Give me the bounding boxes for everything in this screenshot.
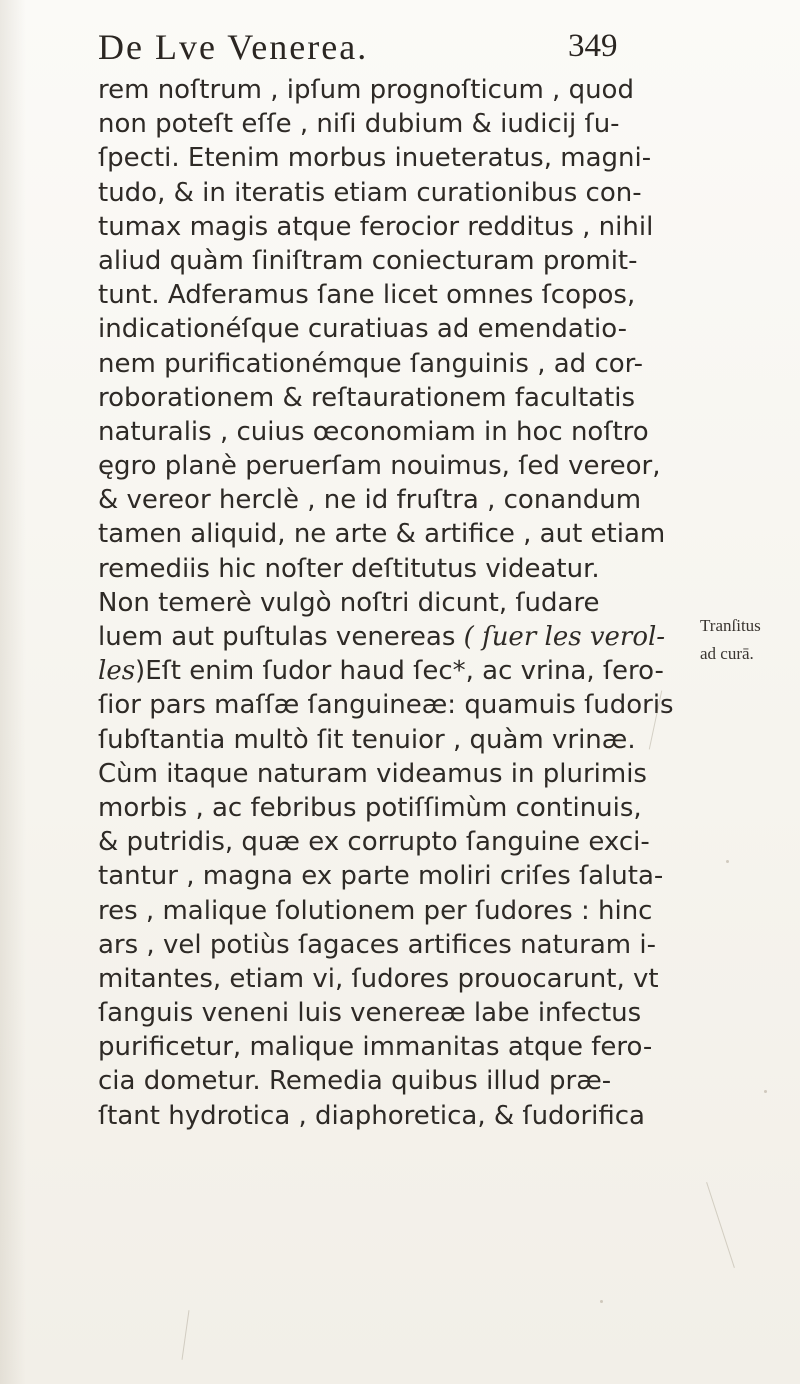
paper-speck [764,1090,767,1093]
text-line: mitantes, etiam vi, ſudores prouocarunt, vt [98,963,659,994]
text-line: tudo, & in iteratis etiam curationibus con- [98,177,642,208]
text-line: ęgro planè peruerſam nouimus, ſed vereor, [98,451,661,482]
text-line: purificetur, malique immanitas atque fero- [98,1032,653,1063]
paper-crease [182,1310,190,1360]
text-line: ſtant hydrotica , diaphoretica, & ſudorifica [98,1100,645,1131]
text-line: tumax magis atque ferocior redditus , nihil [98,211,654,242]
page-header [0,22,800,72]
text-line: & putridis, quæ ex corrupto ſanguine exci- [98,827,650,858]
text-line: rem noſtrum , ipſum prognoſticum , quod [98,75,634,105]
italic-phrase: les [98,656,136,687]
text-line: res , malique ſolutionem per ſudores : hinc [98,895,653,926]
text-line: non poteſt eſſe , niſi dubium & iudicij ſu- [98,109,620,140]
text-line: ſior pars maſſæ ſanguineæ: quamuis ſudoris [98,690,674,721]
text-line: tantur , magna ex parte moliri criſes ſaluta- [98,861,664,892]
text-line: nem purificationémque ſanguinis , ad cor- [98,348,644,379]
text-line: indicationéſque curatiuas ad emendatio- [98,314,628,345]
text-line: ſpecti. Etenim morbus inueteratus, magni- [98,143,652,174]
text-line: ſubſtantia multò ſit tenuior , quàm vrinæ. [98,724,636,755]
text-line: ſanguis veneni luis venereæ labe infectus [98,998,642,1029]
paper-speck [600,1300,603,1303]
body-text [98,73,674,1133]
text-line: naturalis , cuius œconomiam in hoc noſtro [98,416,649,447]
page-number: 349 [568,28,618,64]
text-line-with-italic [98,620,666,654]
text-line: ars , vel potiùs ſagaces artifices naturam i- [98,929,656,960]
paper-crease [706,1182,735,1268]
text-line: morbis , ac febribus potiſſimùm continuis, [98,792,642,823]
marginal-note-line: Tranſitus [700,616,761,635]
text-line: aliud quàm ſiniſtram coniecturam promit- [98,245,638,276]
paper-speck [726,860,729,863]
text-line: tamen aliquid, ne arte & artifice , aut etiam [98,519,666,550]
marginal-note-line: ad curā. [700,644,754,663]
text-line: Cùm itaque naturam videamus in plurimis [98,758,647,789]
text-line: Non temerè vulgò noſtri dicunt, ſudare [98,587,600,618]
marginal-note [700,612,761,668]
running-title: De Lve Venerea. [98,27,369,67]
text-line: roborationem & reſtaurationem facultatis [98,382,636,413]
italic-phrase: ( ſuer les verol- [463,622,666,652]
text-line: cia dometur. Remedia quibus illud præ- [98,1066,612,1097]
text-line: tunt. Adferamus ſane licet omnes ſcopos, [98,280,636,311]
text-segment: luem aut puſtulas venereas [98,622,456,652]
text-line-with-italic [98,654,664,688]
text-line: remediis hic noſter deſtitutus videatur. [98,553,600,584]
text-segment: )Eſt enim ſudor haud ſec*, ac vrina, ſero- [135,656,664,687]
text-line: & vereor herclè , ne id fruſtra , conandum [98,485,642,516]
gutter-shadow [0,0,26,1384]
